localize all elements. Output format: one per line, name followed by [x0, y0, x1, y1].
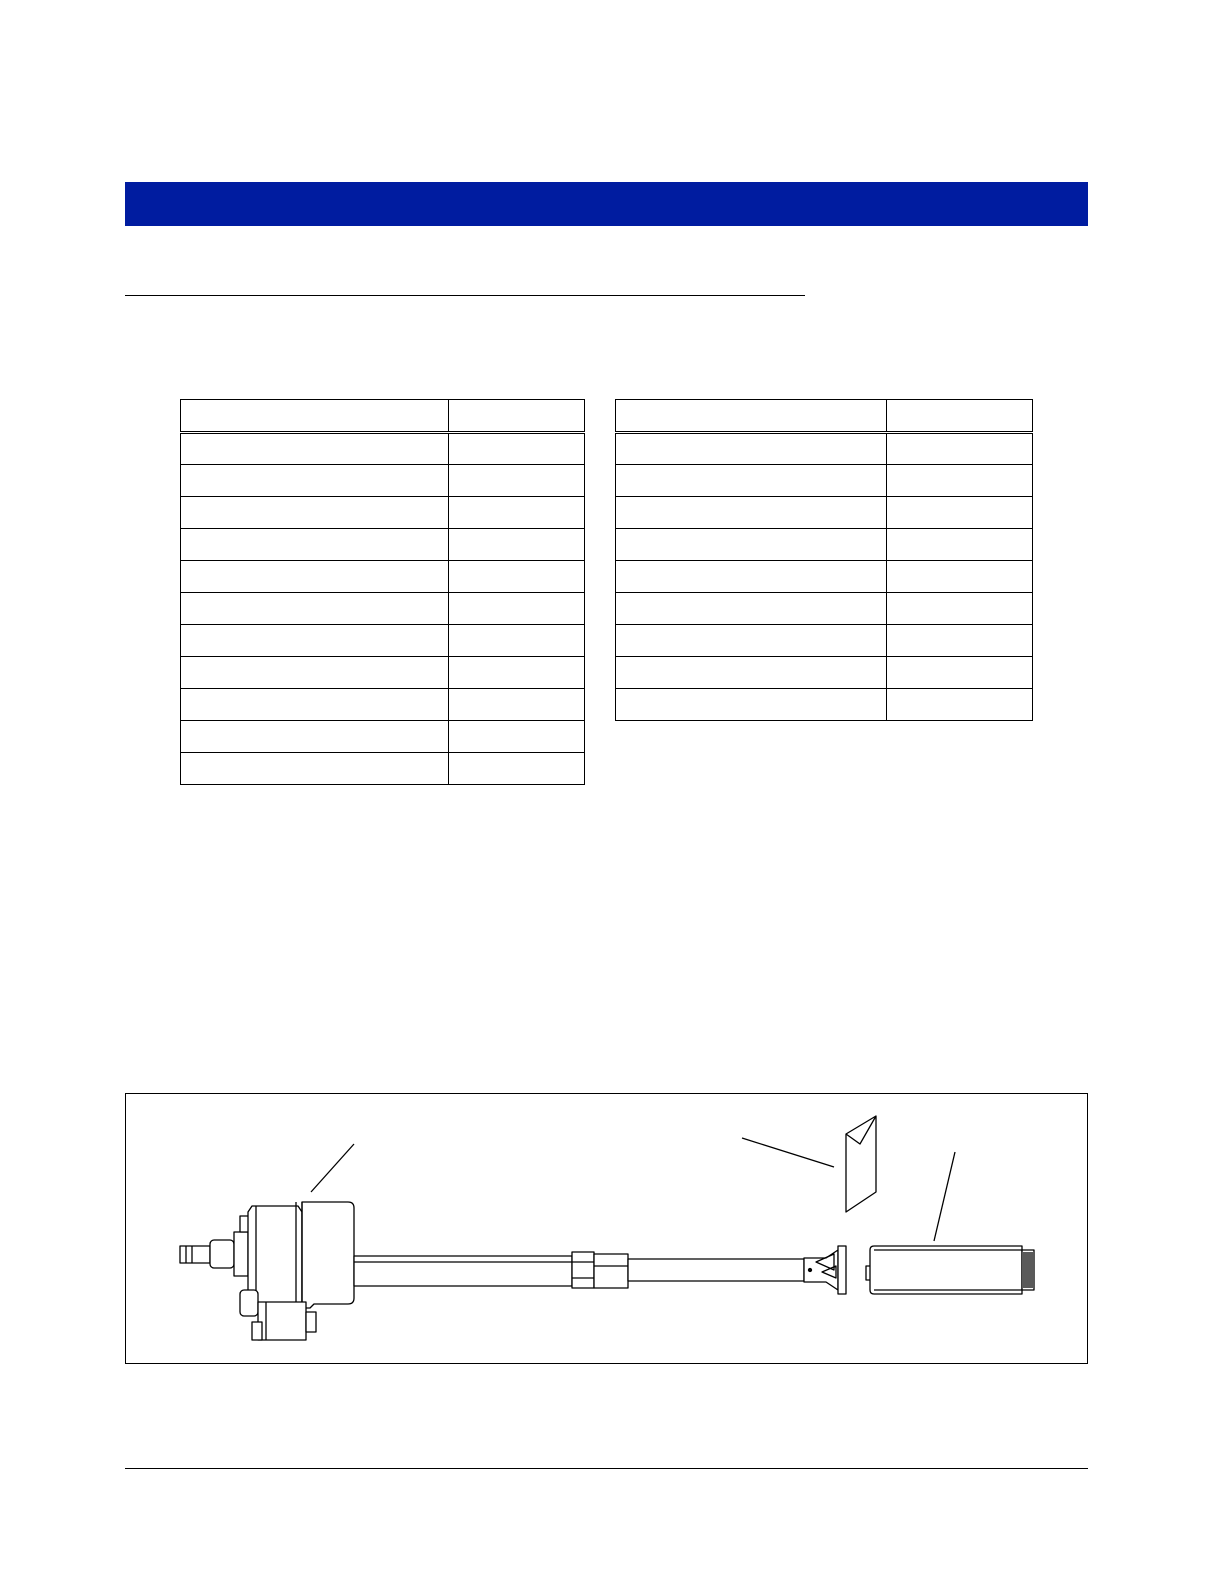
table-row	[616, 657, 1033, 689]
table-row	[616, 497, 1033, 529]
table-cell	[616, 561, 887, 593]
callout-leader-motor	[311, 1144, 354, 1192]
table-cell	[887, 689, 1033, 721]
table-row	[616, 561, 1033, 593]
table-row	[616, 465, 1033, 497]
table-cell	[616, 689, 887, 721]
table-cell	[887, 433, 1033, 465]
table-cell	[616, 433, 887, 465]
table-cell	[449, 657, 585, 689]
table-row	[181, 721, 585, 753]
table-cell	[449, 497, 585, 529]
parts-illustration	[126, 1094, 1089, 1365]
nozzle-fitting	[804, 1246, 846, 1294]
spec-table-right	[615, 399, 1033, 721]
table-cell	[887, 497, 1033, 529]
table-cell	[616, 465, 887, 497]
filter-cartridge	[866, 1246, 1034, 1294]
spec-table-header-cell	[181, 400, 449, 433]
table-row	[181, 497, 585, 529]
table-row	[616, 593, 1033, 625]
table-row	[616, 625, 1033, 657]
table-cell	[181, 625, 449, 657]
table-cell	[449, 465, 585, 497]
table-row	[181, 689, 585, 721]
table-row	[181, 529, 585, 561]
spec-table-left	[180, 399, 585, 785]
table-cell	[181, 721, 449, 753]
table-cell	[887, 529, 1033, 561]
table-row	[616, 433, 1033, 465]
table-row	[181, 593, 585, 625]
table-cell	[181, 689, 449, 721]
section-header-bar	[125, 182, 1088, 226]
spec-table-left-body	[181, 400, 585, 785]
spec-table-header-cell	[449, 400, 585, 433]
table-cell	[181, 561, 449, 593]
drive-shaft	[354, 1252, 804, 1288]
table-cell	[887, 465, 1033, 497]
spec-table-header-cell	[616, 400, 887, 433]
table-row	[616, 689, 1033, 721]
table-cell	[616, 497, 887, 529]
spec-table-header-row	[616, 400, 1033, 433]
table-cell	[887, 593, 1033, 625]
table-cell	[449, 721, 585, 753]
table-cell	[449, 433, 585, 465]
table-cell	[887, 625, 1033, 657]
section-heading-rule	[125, 295, 805, 296]
table-row	[181, 433, 585, 465]
table-cell	[181, 593, 449, 625]
table-cell	[181, 657, 449, 689]
table-row	[181, 753, 585, 785]
table-row	[181, 657, 585, 689]
table-cell	[181, 529, 449, 561]
table-cell	[449, 529, 585, 561]
table-cell	[449, 753, 585, 785]
table-cell	[887, 657, 1033, 689]
table-cell	[181, 753, 449, 785]
table-cell	[616, 625, 887, 657]
envelope	[846, 1116, 876, 1212]
table-row	[181, 465, 585, 497]
table-cell	[616, 529, 887, 561]
callout-leader-envelope	[742, 1138, 834, 1167]
motor-gearbox	[180, 1202, 354, 1340]
spec-table-header-cell	[887, 400, 1033, 433]
table-cell	[449, 593, 585, 625]
footer-rule	[125, 1468, 1088, 1469]
table-row	[616, 529, 1033, 561]
spec-table-header-row	[181, 400, 585, 433]
table-row	[181, 625, 585, 657]
table-cell	[616, 657, 887, 689]
table-cell	[887, 561, 1033, 593]
table-cell	[449, 689, 585, 721]
parts-figure	[125, 1093, 1088, 1364]
table-cell	[181, 433, 449, 465]
table-cell	[181, 497, 449, 529]
table-row	[181, 561, 585, 593]
callout-leader-cartridge	[934, 1152, 955, 1241]
table-cell	[449, 625, 585, 657]
spec-table-right-body	[616, 400, 1033, 721]
table-cell	[181, 465, 449, 497]
table-cell	[616, 593, 887, 625]
table-cell	[449, 561, 585, 593]
